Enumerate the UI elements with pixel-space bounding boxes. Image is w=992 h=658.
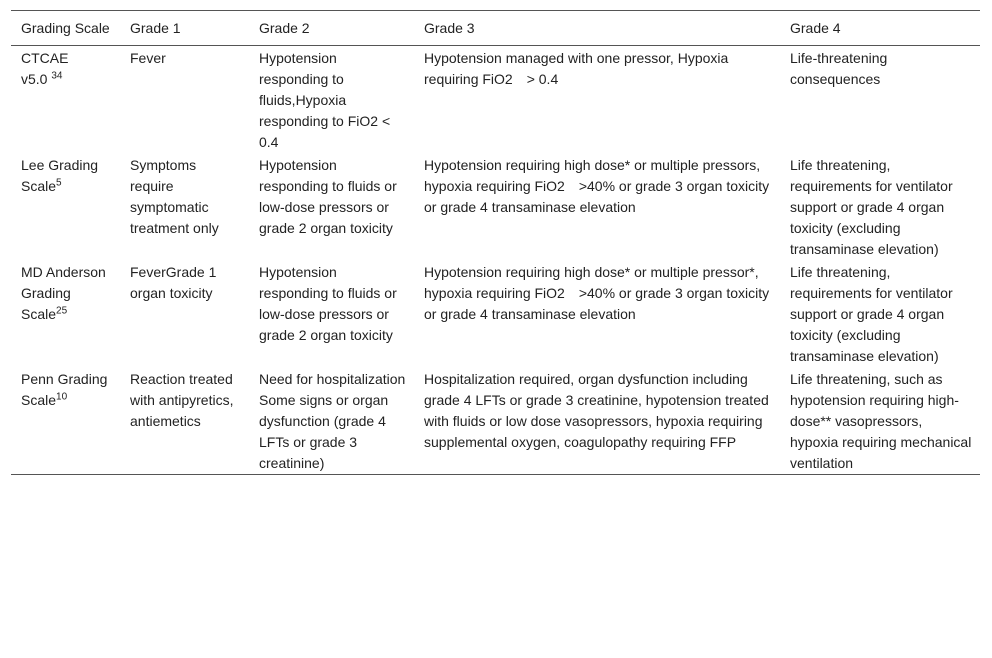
grade-4-cell: Life threatening, requirements for ventilator support or grade 4 organ toxicity (excluding transaminase elevation) [790, 264, 953, 364]
header-grade-1: Grade 1 [130, 20, 181, 36]
grade-3-cell: Hypotension requiring high dose* or multiple pressor*, hypoxia requiring FiO2 >40% or grade 3 organ toxicity or grade 4 transaminase elevation [424, 264, 770, 322]
table-row [11, 46, 980, 154]
reference-number: 10 [56, 391, 68, 403]
reference-number: 25 [56, 305, 68, 317]
table-row [11, 367, 980, 475]
grade-4-cell: Life threatening, requirements for ventilator support or grade 4 organ toxicity (excluding transaminase elevation) [790, 157, 953, 257]
grade-3-cell: Hospitalization required, organ dysfunction including grade 4 LFTs or grade 3 creatinine, hypotension treated with fluids or low dose vasopressors, hypoxia requiring supplemental oxygen, coagulopathy requiring FFP [424, 371, 769, 450]
grade-2-cell: Hypotension responding to fluids or low-dose pressors or grade 2 organ toxicity [259, 157, 397, 236]
scale-name-cell: MD Anderson Grading Scale$^{25}$ [21, 264, 106, 322]
table-header-row [11, 11, 980, 46]
scale-name-cell: Penn Grading Scale$^{10}$ [21, 371, 108, 408]
grade-3-cell: Hypotension managed with one pressor, Hypoxia requiring FiO2 > 0.4 [424, 50, 729, 87]
header-grade-3: Grade 3 [424, 20, 475, 36]
reference-number: 34 [51, 70, 63, 82]
scale-name-cell: Lee Grading Scale$^5$ [21, 157, 99, 194]
grade-2-cell: Hypotension responding to fluids or low-dose pressors or grade 2 organ toxicity [259, 264, 397, 343]
grade-2-cell: Hypotension responding to fluids,Hypoxia responding to FiO2 < 0.4 [259, 50, 405, 150]
grade-4-cell: Life threatening, such as hypotension requiring high-dose** vasopressors, hypoxia requiring mechanical ventilation [790, 371, 972, 471]
table-row [11, 260, 980, 367]
grade-1-cell: Reaction treated with antipyretics, antiemetics [130, 371, 234, 429]
scale-name-cell: CTCAE v5.0 $^{34}$ [21, 50, 69, 87]
grade-1-cell: Symptoms require symptomatic treatment only [130, 157, 219, 236]
header-grade-2: Grade 2 [259, 20, 310, 36]
grading-scale-table [11, 10, 980, 475]
grade-1-cell: Fever [130, 50, 166, 66]
reference-number: 5 [56, 177, 62, 189]
grade-3-cell: Hypotension requiring high dose* or multiple pressors, hypoxia requiring FiO2 >40% or grade 3 organ toxicity or grade 4 transaminase elevation [424, 157, 770, 215]
grade-1-cell: FeverGrade 1 organ toxicity [130, 264, 217, 301]
header-grading-scale: Grading Scale [21, 20, 110, 36]
header-grade-4: Grade 4 [790, 20, 841, 36]
grade-4-cell: Life-threatening consequences [790, 50, 888, 87]
grade-2-cell: Need for hospitalization Some signs or organ dysfunction (grade 4 LFTs or grade 3 creatinine) [259, 371, 406, 471]
table-row [11, 153, 980, 260]
